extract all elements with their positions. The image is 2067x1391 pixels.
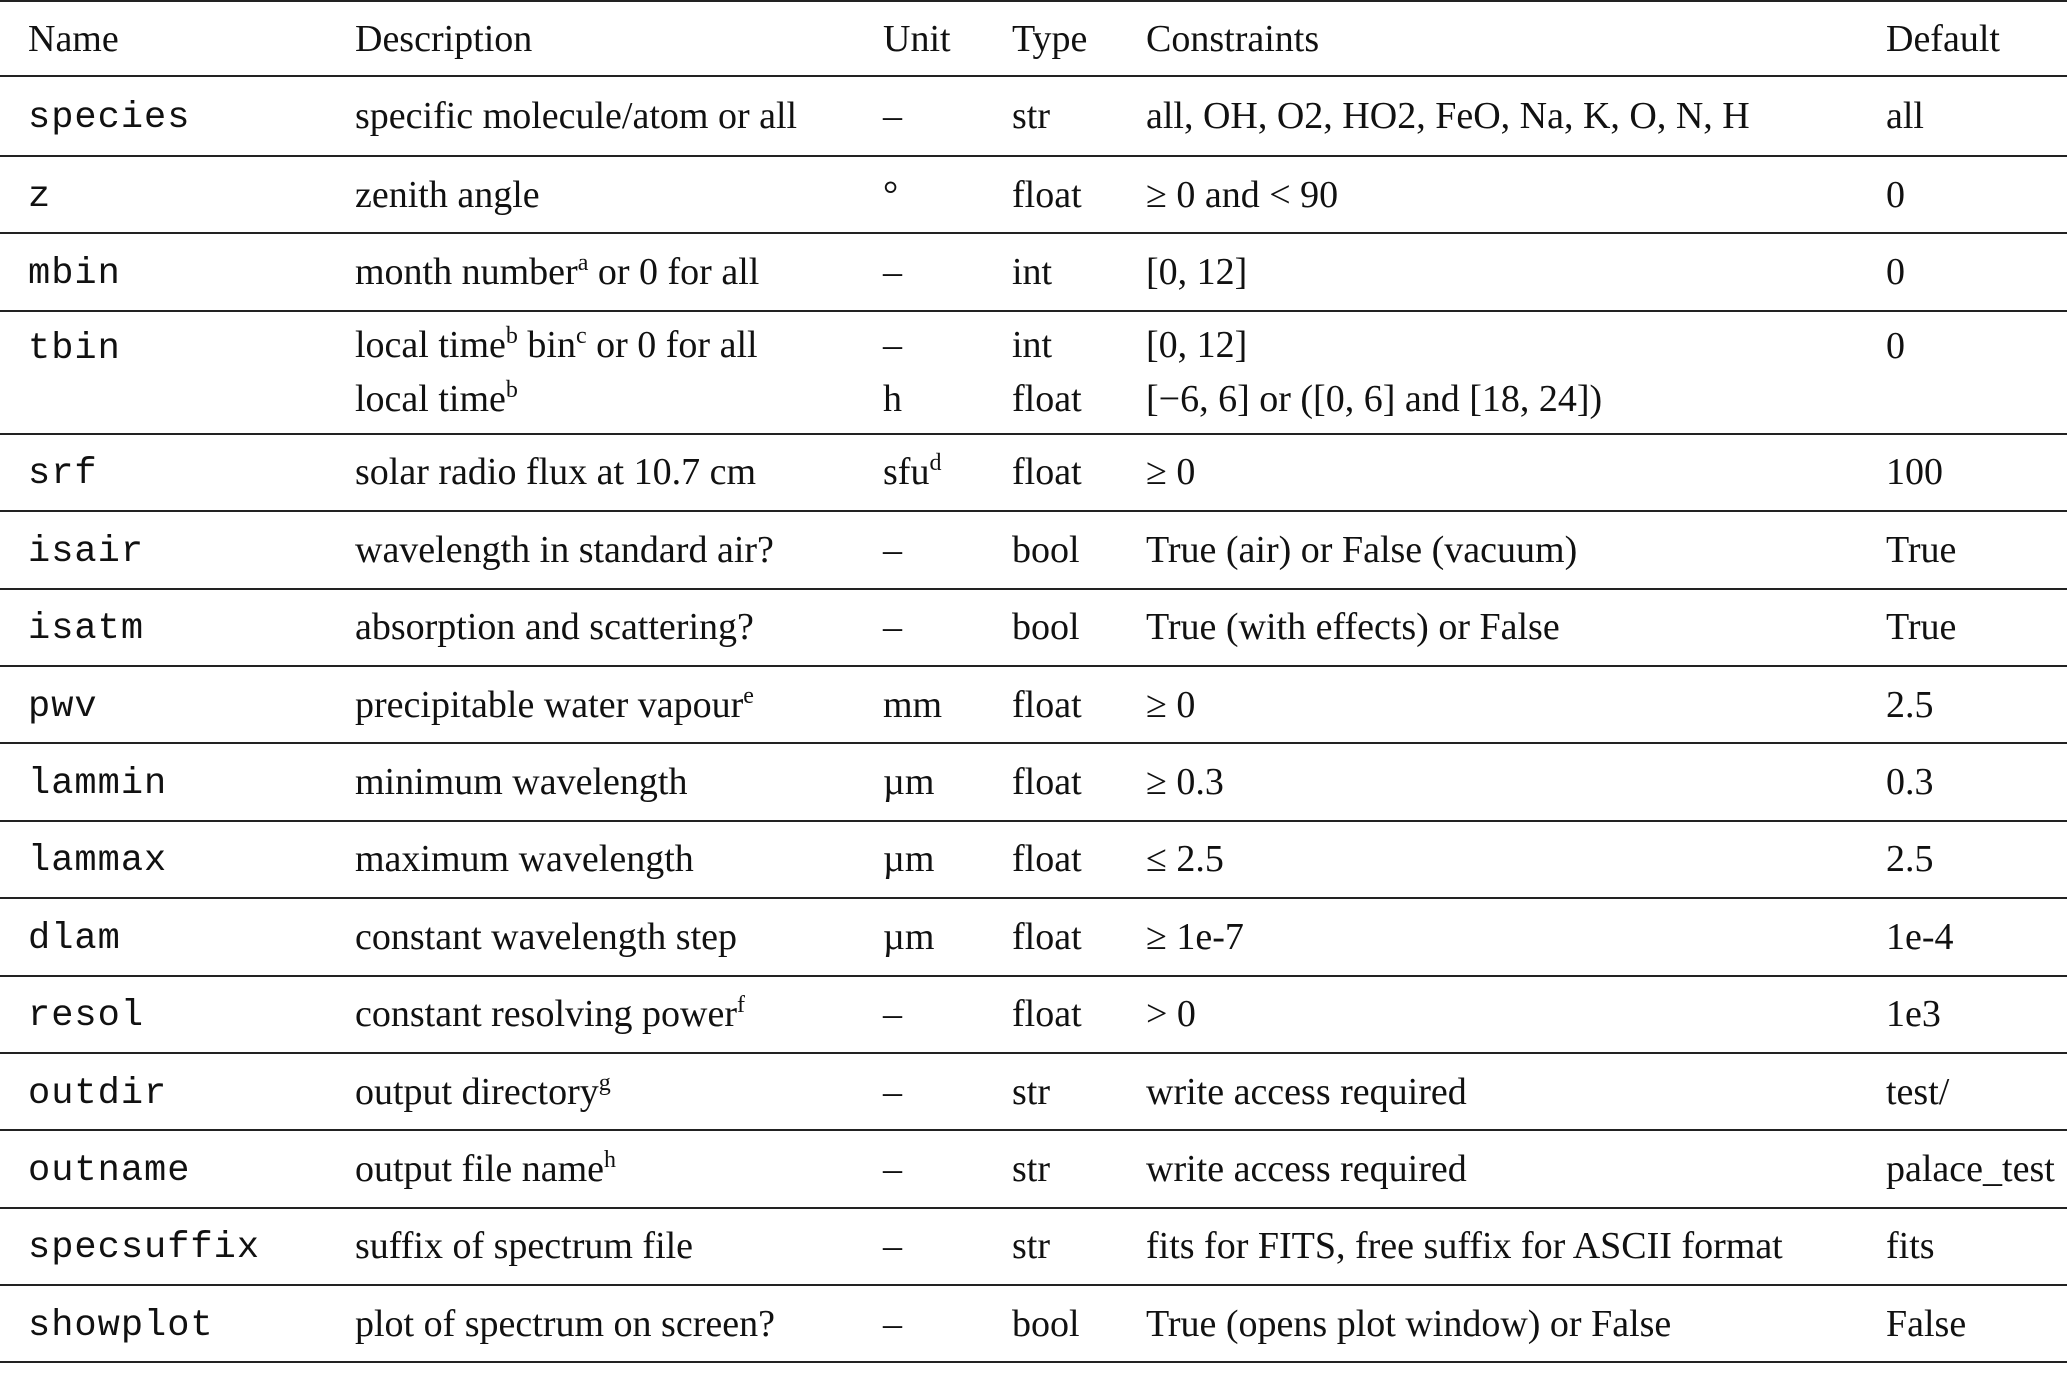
param-default: True bbox=[1886, 528, 1957, 571]
param-type: bool bbox=[1012, 528, 1080, 571]
param-name: showplot bbox=[28, 1304, 214, 1347]
param-name: srf bbox=[28, 453, 98, 496]
param-default: palace_test bbox=[1886, 1147, 2055, 1190]
param-unit: – bbox=[883, 606, 902, 649]
param-type: bool bbox=[1012, 606, 1080, 649]
param-constraints: ≥ 0.3 bbox=[1146, 761, 1224, 804]
param-name: isair bbox=[28, 530, 145, 573]
table-row bbox=[0, 511, 2067, 588]
table-row bbox=[0, 898, 2067, 975]
description-suffix: or 0 for all bbox=[588, 251, 760, 294]
footnote-marker: c bbox=[575, 323, 587, 350]
footnote-marker: h bbox=[604, 1146, 617, 1173]
param-default: 0 bbox=[1886, 173, 1905, 216]
param-constraints: [0, 12] bbox=[1146, 251, 1248, 294]
param-name: outdir bbox=[28, 1072, 168, 1115]
param-unit: – bbox=[883, 1147, 902, 1190]
description-text: month number bbox=[355, 251, 578, 294]
param-default: 0 bbox=[1886, 251, 1905, 294]
footnote-marker: g bbox=[598, 1069, 611, 1096]
param-type: float bbox=[1012, 838, 1082, 881]
param-description: specific molecule/atom or all bbox=[355, 95, 798, 137]
param-default: 1e3 bbox=[1886, 993, 1941, 1036]
header-description: Description bbox=[355, 17, 533, 60]
footnote-marker: e bbox=[743, 682, 754, 709]
param-type: float bbox=[1012, 993, 1082, 1036]
param-unit: – bbox=[883, 95, 902, 137]
param-type: str bbox=[1012, 95, 1050, 137]
param-description: solar radio flux at 10.7 cm bbox=[355, 451, 757, 494]
header-constraints: Constraints bbox=[1146, 17, 1320, 60]
footnote-marker: b bbox=[505, 377, 518, 404]
param-default: 0.3 bbox=[1886, 761, 1934, 804]
param-unit: – bbox=[883, 1302, 902, 1345]
param-type: str bbox=[1012, 1070, 1050, 1113]
param-unit: sfu$^d$ bbox=[883, 450, 942, 494]
table-row bbox=[0, 434, 2067, 511]
table-row bbox=[0, 311, 2067, 434]
param-type: int float bbox=[1012, 324, 1082, 421]
param-default: fits bbox=[1886, 1225, 1935, 1268]
table-row bbox=[0, 1130, 2067, 1207]
param-unit: µm bbox=[883, 761, 935, 804]
param-description: absorption and scattering? bbox=[355, 606, 754, 649]
param-type: str bbox=[1012, 1147, 1050, 1190]
param-description: constant resolving power$^f$ bbox=[355, 992, 746, 1036]
param-name: lammin bbox=[28, 763, 168, 806]
param-constraints: write access required bbox=[1146, 1147, 1467, 1190]
param-description: wavelength in standard air? bbox=[355, 528, 774, 571]
footnote-marker: a bbox=[577, 250, 589, 277]
param-name: tbin bbox=[28, 327, 121, 370]
param-default: True bbox=[1886, 606, 1957, 649]
param-constraints: ≤ 2.5 bbox=[1146, 838, 1224, 881]
param-default: 2.5 bbox=[1886, 683, 1934, 726]
param-name: mbin bbox=[28, 253, 121, 296]
param-description: suffix of spectrum file bbox=[355, 1225, 694, 1268]
param-default: test/ bbox=[1886, 1070, 1950, 1113]
param-unit: µm bbox=[883, 838, 935, 881]
param-constraints: True (with effects) or False bbox=[1146, 606, 1560, 649]
table-row bbox=[0, 1053, 2067, 1130]
table-row bbox=[0, 743, 2067, 820]
table-row bbox=[0, 976, 2067, 1053]
param-unit: – h bbox=[883, 324, 902, 421]
param-unit: – bbox=[883, 993, 902, 1036]
param-constraints: ≥ 0 bbox=[1146, 683, 1196, 726]
param-description: maximum wavelength bbox=[355, 838, 694, 881]
table-row bbox=[0, 1208, 2067, 1285]
param-constraints: ≥ 1e-7 bbox=[1146, 915, 1244, 958]
param-default: all bbox=[1886, 95, 1924, 137]
param-description: plot of spectrum on screen? bbox=[355, 1302, 775, 1345]
footnote-marker: d bbox=[929, 450, 942, 477]
param-unit: – bbox=[883, 251, 902, 294]
param-constraints: > 0 bbox=[1146, 993, 1196, 1036]
param-constraints: [0, 12] [−6, 6] or ([0, 6] and [18, 24]) bbox=[1146, 324, 1603, 421]
param-unit: – bbox=[883, 1225, 902, 1268]
param-name: resol bbox=[28, 995, 145, 1038]
param-description: constant wavelength step bbox=[355, 915, 738, 958]
table-row bbox=[0, 666, 2067, 743]
param-unit: µm bbox=[883, 915, 935, 958]
description-line-2: local time$^b$ bbox=[355, 377, 518, 421]
description-line-1: local time$^b$ bin$^c$ or 0 for all bbox=[355, 323, 758, 367]
param-name: specsuffix bbox=[28, 1227, 261, 1270]
param-unit: – bbox=[883, 528, 902, 571]
param-description: output file name$^h$ bbox=[355, 1146, 617, 1190]
param-type: int bbox=[1012, 251, 1053, 294]
param-description: zenith angle bbox=[355, 173, 540, 216]
param-name: lammax bbox=[28, 840, 168, 883]
param-name: outname bbox=[28, 1149, 191, 1192]
table-row bbox=[0, 821, 2067, 898]
param-constraints: fits for FITS, free suffix for ASCII format bbox=[1146, 1225, 1783, 1268]
param-description: precipitable water vapour$^e$ bbox=[355, 682, 754, 726]
param-constraints: all, OH, O2, HO2, FeO, Na, K, O, N, H bbox=[1146, 95, 1750, 137]
param-name: z bbox=[28, 175, 52, 218]
param-constraints: ≥ 0 bbox=[1146, 451, 1196, 494]
table-row bbox=[0, 76, 2067, 156]
footnote-marker: b bbox=[505, 323, 518, 350]
table-row bbox=[0, 156, 2067, 233]
param-default: False bbox=[1886, 1302, 1967, 1345]
param-unit: – bbox=[883, 1070, 902, 1113]
param-name: dlam bbox=[28, 917, 121, 960]
param-constraints: True (opens plot window) or False bbox=[1146, 1302, 1672, 1345]
param-name: isatm bbox=[28, 608, 145, 651]
table-header-row bbox=[0, 1, 2067, 76]
param-type: bool bbox=[1012, 1302, 1080, 1345]
table-row bbox=[0, 1285, 2067, 1362]
param-type: float bbox=[1012, 761, 1082, 804]
param-type: float bbox=[1012, 173, 1082, 216]
param-description bbox=[355, 311, 883, 434]
header-default: Default bbox=[1886, 17, 2000, 60]
param-constraints: write access required bbox=[1146, 1070, 1467, 1113]
param-name: species bbox=[28, 97, 191, 139]
param-type: float bbox=[1012, 451, 1082, 494]
param-unit: ° bbox=[883, 173, 899, 216]
footnote-marker: f bbox=[737, 992, 746, 1019]
param-type: str bbox=[1012, 1225, 1050, 1268]
header-name: Name bbox=[28, 17, 119, 60]
header-type: Type bbox=[1012, 17, 1088, 60]
param-constraints: ≥ 0 and < 90 bbox=[1146, 173, 1339, 216]
table-row bbox=[0, 589, 2067, 666]
param-description bbox=[355, 233, 883, 310]
param-unit: mm bbox=[883, 683, 943, 726]
param-default: 2.5 bbox=[1886, 838, 1934, 881]
param-description: output directory$^g$ bbox=[355, 1069, 611, 1113]
param-name: pwv bbox=[28, 685, 98, 728]
param-constraints: True (air) or False (vacuum) bbox=[1146, 528, 1578, 571]
header-unit: Unit bbox=[883, 17, 951, 60]
param-default: 0 bbox=[1886, 324, 1905, 367]
param-type: float bbox=[1012, 683, 1082, 726]
param-default: 100 bbox=[1886, 451, 1943, 494]
param-default: 1e-4 bbox=[1886, 915, 1954, 958]
param-type: float bbox=[1012, 915, 1082, 958]
param-description: minimum wavelength bbox=[355, 761, 688, 804]
table-row bbox=[0, 233, 2067, 310]
